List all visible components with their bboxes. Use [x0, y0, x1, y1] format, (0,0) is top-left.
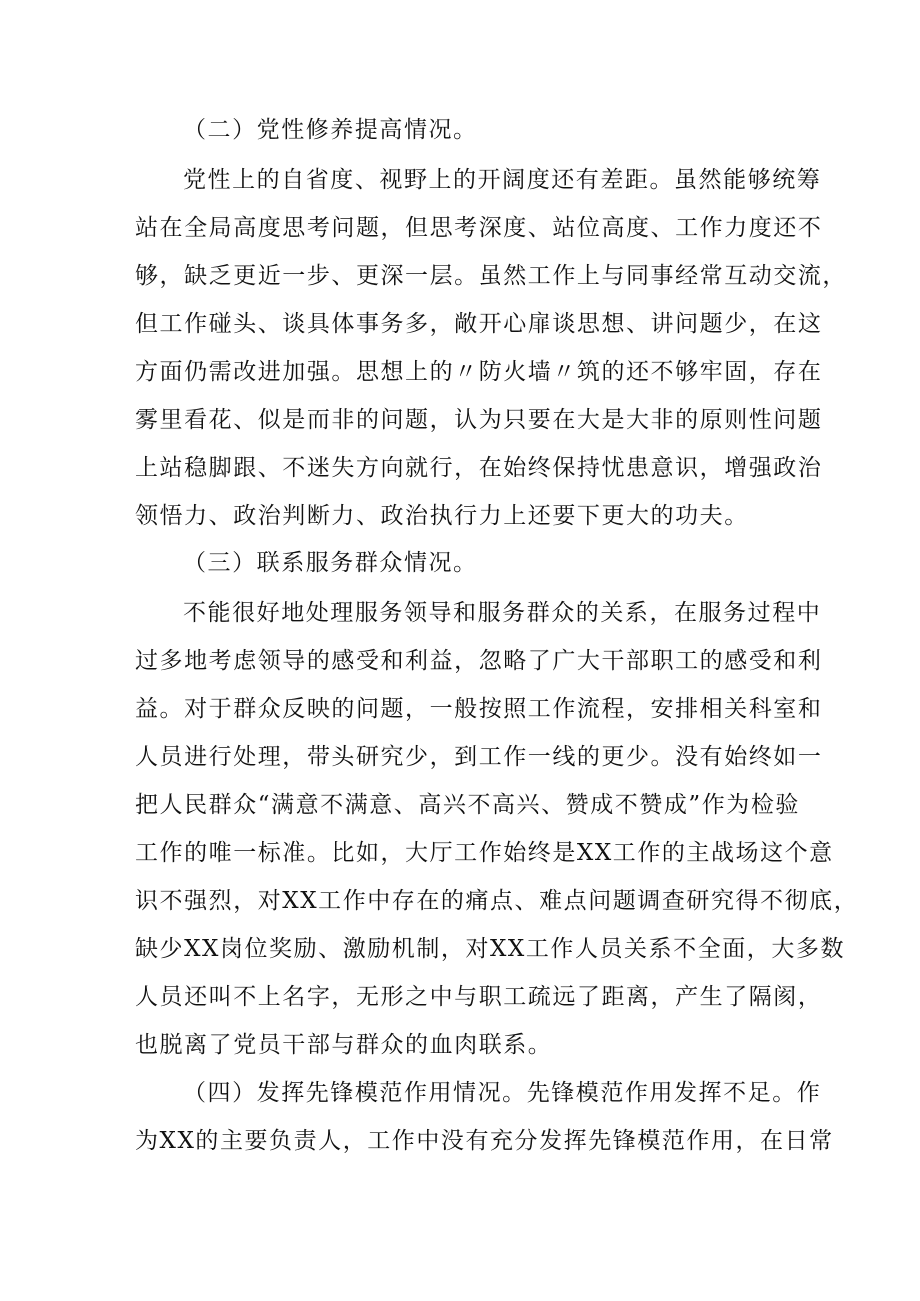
paragraph-line: 雾里看花、似是而非的问题，认为只要在大是大非的原则性问题: [135, 407, 823, 433]
paragraph-line: 人员进行处理，带头研究少，到工作一线的更少。没有始终如一: [135, 744, 823, 770]
section-heading-3: （三）联系服务群众情况。: [183, 550, 478, 576]
paragraph-line: 够，缺乏更近一步、更深一层。虽然工作上与同事经常互动交流，: [135, 263, 847, 289]
paragraph-line: 过多地考虑领导的感受和利益，忽略了广大干部职工的感受和利: [135, 648, 823, 674]
paragraph-line: 但工作碰头、谈具体事务多，敞开心扉谈思想、讲问题少，在这: [135, 311, 823, 337]
paragraph-line: 方面仍需改进加强。思想上的〃防火墙〃筑的还不够牢固，存在: [135, 359, 823, 385]
paragraph-line: 不能很好地处理服务领导和服务群众的关系，在服务过程中: [183, 600, 822, 626]
paragraph-line: 领悟力、政治判断力、政治执行力上还要下更大的功夫。: [135, 503, 749, 529]
paragraph-line: 识不强烈，对XX工作中存在的痛点、难点问题调查研究得不彻底，: [135, 888, 859, 914]
paragraph-line: 也脱离了党员干部与群众的血肉联系。: [135, 1032, 553, 1058]
section-heading-4: （四）发挥先锋模范作用情况。先锋模范作用发挥不足。作: [183, 1080, 822, 1106]
paragraph-line: 站在全局高度思考问题，但思考深度、站位高度、工作力度还不: [135, 215, 823, 241]
paragraph-line: 把人民群众“满意不满意、高兴不高兴、赞成不赞成”作为检验: [135, 792, 800, 818]
paragraph-line: 人员还叫不上名字，无形之中与职工疏远了距离，产生了隔阂，: [135, 984, 823, 1010]
section-heading-2: （二）党性修养提高情况。: [183, 117, 478, 143]
paragraph-line: 益。对于群众反映的问题，一般按照工作流程，安排相关科室和: [135, 696, 823, 722]
paragraph-line: 党性上的自省度、视野上的开阔度还有差距。虽然能够统筹: [183, 167, 822, 193]
paragraph-line: 上站稳脚跟、不迷失方向就行，在始终保持忧患意识，增强政治: [135, 455, 823, 481]
paragraph-line: 工作的唯一标准。比如，大厅工作始终是XX工作的主战场这个意: [135, 840, 834, 866]
paragraph-line: 为XX的主要负责人，工作中没有充分发挥先锋模范作用，在日常: [135, 1128, 834, 1154]
paragraph-line: 缺少XX岗位奖励、激励机制，对XX工作人员关系不全面，大多数: [135, 936, 845, 962]
